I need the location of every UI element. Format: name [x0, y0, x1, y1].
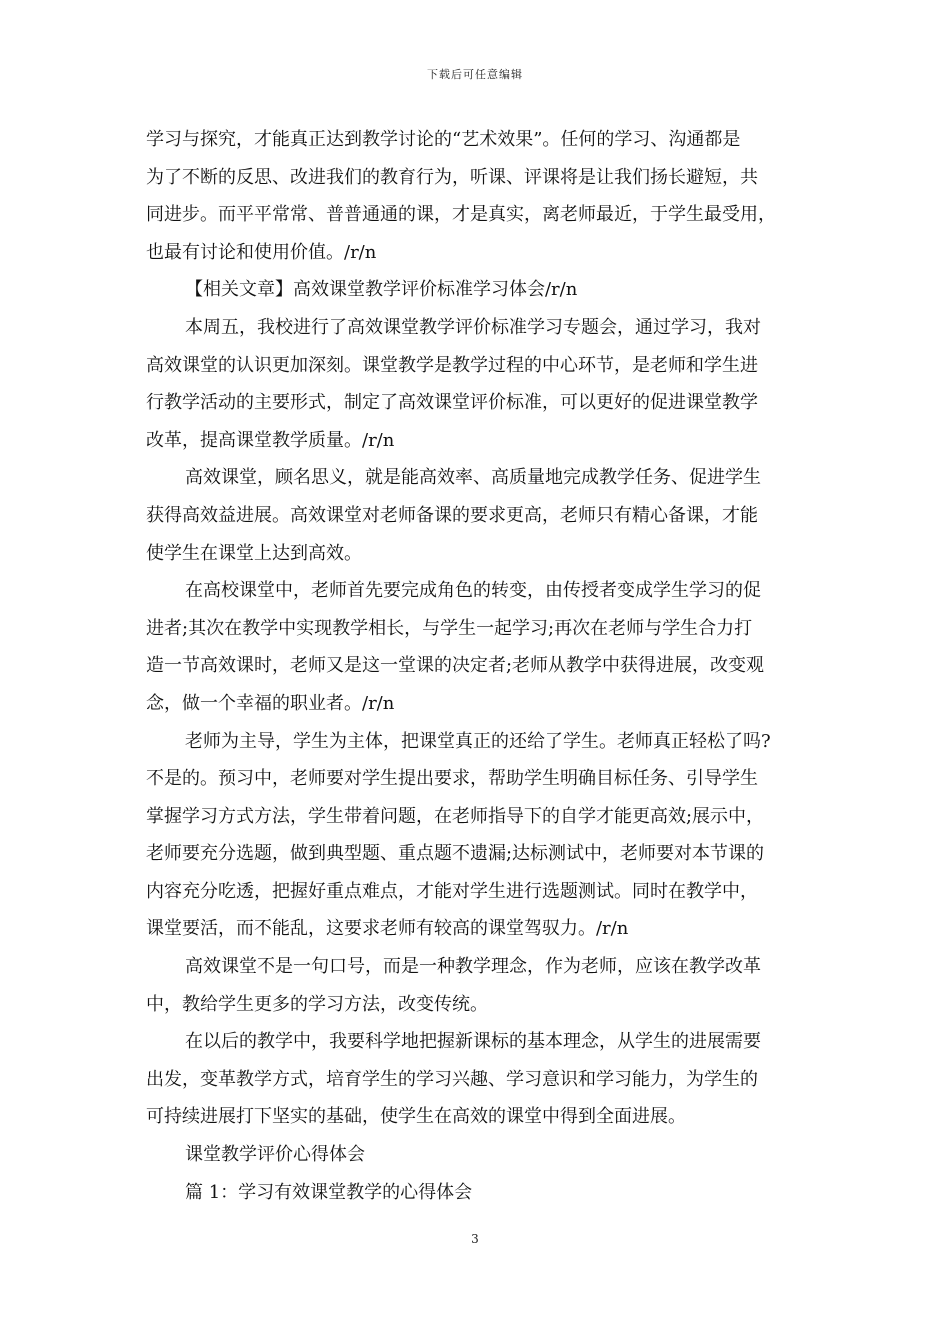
text-line: 高效课堂，顾名思义，就是能高效率、高质量地完成教学任务、促进学生 [185, 467, 761, 489]
text-line: 也最有讨论和使用价值。/r/n [146, 241, 377, 263]
text-line: 获得高效益进展。高效课堂对老师备课的要求更高，老师只有精心备课，才能 [146, 504, 758, 526]
text-line: 行教学活动的主要形式，制定了高效课堂评价标准，可以更好的促进课堂教学 [146, 392, 758, 414]
text-line: 掌握学习方式方法，学生带着问题，在老师指导下的自学才能更高效;展示中， [146, 805, 765, 827]
text-line: 可持续进展打下坚实的基础，使学生在高效的课堂中得到全面进展。 [146, 1106, 686, 1128]
text-line: 老师要充分选题，做到典型题、重点题不遗漏;达标测试中，老师要对本节课的 [146, 843, 765, 865]
text-line: 在以后的教学中，我要科学地把握新课标的基本理念，从学生的进展需要 [185, 1031, 761, 1053]
text-line: 为了不断的反思、改进我们的教育行为，听课、评课将是让我们扬长避短，共 [146, 166, 758, 188]
text-line: 使学生在课堂上达到高效。 [146, 542, 362, 564]
text-line: 出发，变革教学方式，培育学生的学习兴趣、学习意识和学习能力，为学生的 [146, 1068, 758, 1090]
page-header: 下载后可任意编辑 [427, 68, 523, 81]
text-line: 造一节高效课时，老师又是这一堂课的决定者;老师从教学中获得进展，改变观 [146, 655, 765, 677]
text-line: 进者;其次在教学中实现教学相长，与学生一起学习;再次在老师与学生合力打 [146, 617, 753, 639]
document-body [146, 121, 810, 1211]
text-line: 内容充分吃透，把握好重点难点，才能对学生进行选题测试。同时在教学中， [146, 880, 758, 902]
text-line: 篇 1：学习有效课堂教学的心得体会 [185, 1181, 473, 1203]
text-line: 高效课堂的认识更加深刻。课堂教学是教学过程的中心环节，是老师和学生进 [146, 354, 758, 376]
text-line: 高效课堂不是一句口号，而是一种教学理念，作为老师，应该在教学改革 [185, 956, 761, 978]
text-line: 老师为主导，学生为主体，把课堂真正的还给了学生。老师真正轻松了吗? [185, 730, 771, 752]
text-line: 改革，提高课堂教学质量。/r/n [146, 429, 395, 451]
text-line: 本周五，我校进行了高效课堂教学评价标准学习专题会，通过学习，我对 [185, 316, 761, 338]
text-line: 同进步。而平平常常、普普通通的课，才是真实，离老师最近，于学生最受用， [146, 204, 776, 226]
text-line: 课堂要活，而不能乱，这要求老师有较高的课堂驾驭力。/r/n [146, 918, 629, 940]
text-line: 不是的。预习中，老师要对学生提出要求，帮助学生明确目标任务、引导学生 [146, 768, 758, 790]
text-line: 【相关文章】高效课堂教学评价标准学习体会/r/n [185, 279, 578, 301]
page-number: 3 [471, 1232, 479, 1246]
text-line: 课堂教学评价心得体会 [185, 1144, 365, 1166]
text-line: 在高校课堂中，老师首先要完成角色的转变，由传授者变成学生学习的促 [185, 580, 761, 602]
text-line: 中，教给学生更多的学习方法，改变传统。 [146, 993, 488, 1015]
text-line: 学习与探究，才能真正达到教学讨论的“艺术效果”。任何的学习、沟通都是 [146, 129, 741, 150]
text-line: 念，做一个幸福的职业者。/r/n [146, 692, 395, 714]
